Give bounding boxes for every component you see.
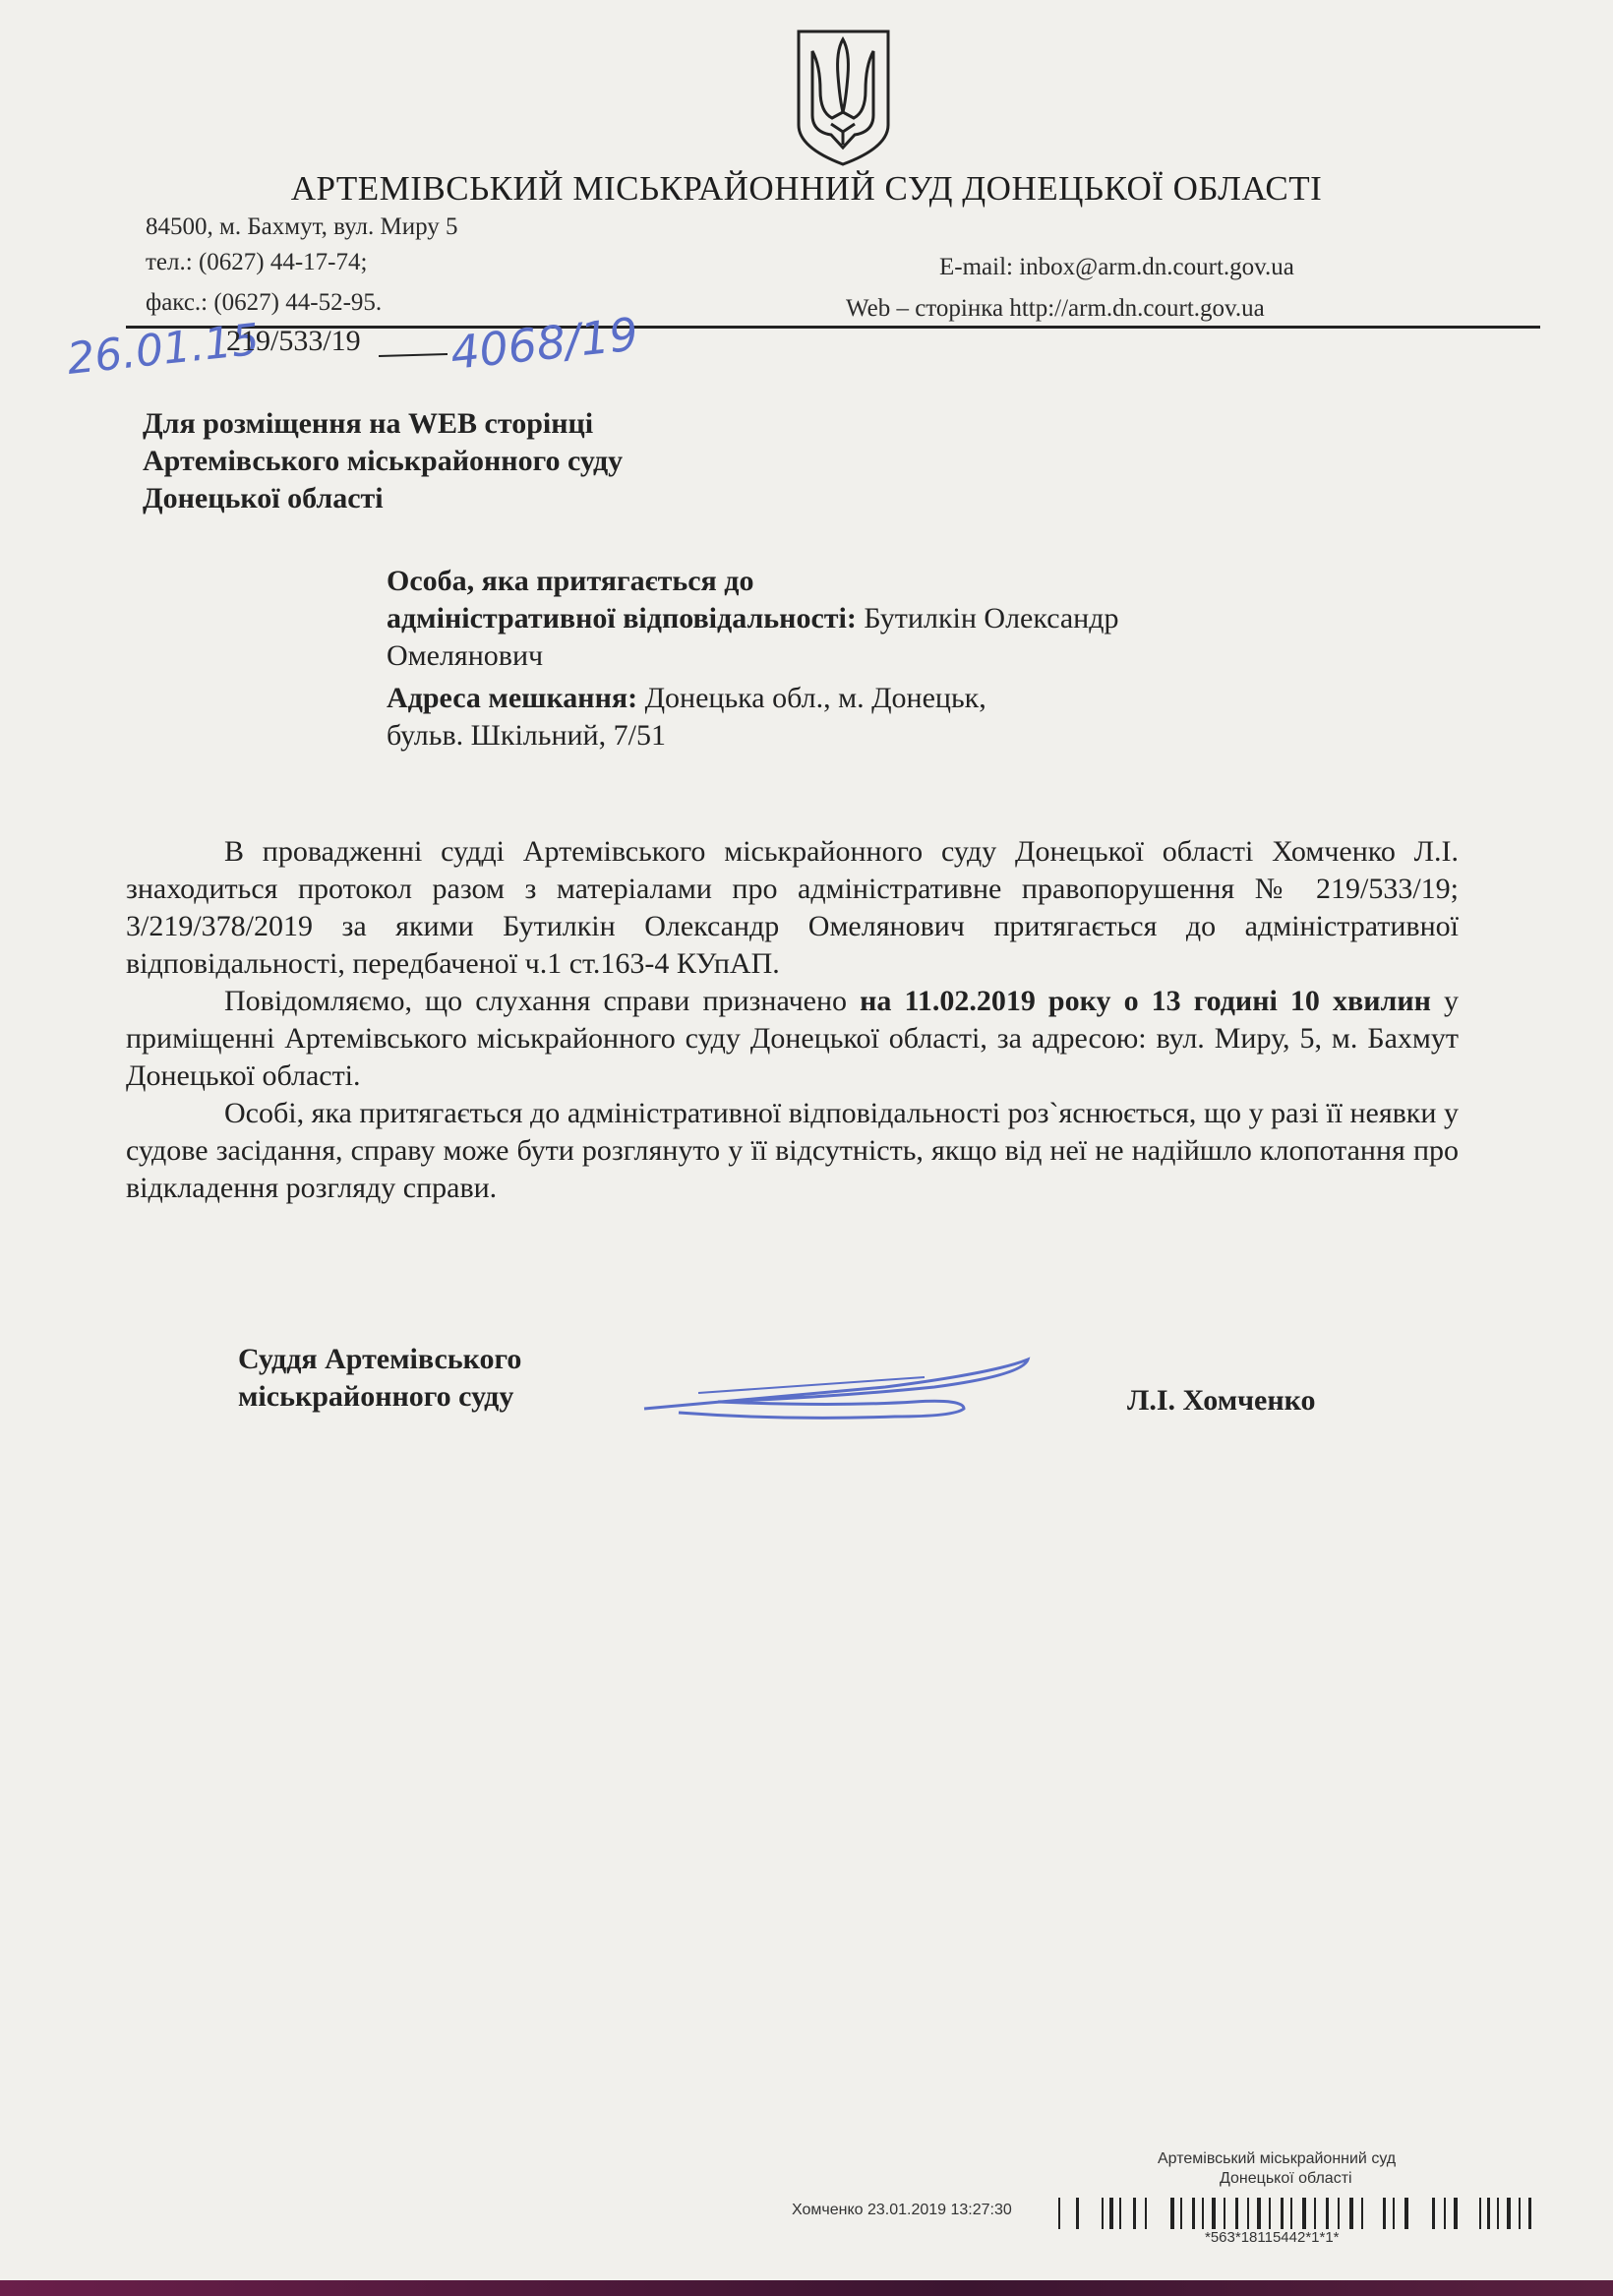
recipient-line-2: Артемівського міськрайонного суду: [143, 445, 624, 477]
body-paragraph-3: Особі, яка притягається до адміністративної відповідальності роз`яснюється, що у разі її неявки у судове засідання, справу може бути розглянуто у її відсутність, якщо від неї не надійшло клопотання про відкладення розгляду справи.: [126, 1097, 1459, 1204]
handwritten-registration: [59, 295, 669, 393]
person-name-line: [387, 600, 1119, 637]
body-paragraph-2: [126, 983, 1459, 1095]
person-address-line: [387, 680, 986, 717]
recipient-line-3: Донецької області: [143, 482, 384, 514]
notice-body: [126, 833, 1459, 1207]
signature-title-2: міськрайонного суду: [238, 1380, 514, 1413]
court-phone: тел.: (0627) 44-17-74;: [146, 249, 368, 275]
person-name-1: Бутилкін Олександр: [864, 602, 1119, 634]
hearing-datetime: на 11.02.2019 року о 13 годині 10 хвилин: [860, 985, 1431, 1017]
court-fax: факс.: (0627) 44-52-95.: [146, 289, 383, 316]
person-address-1: Донецька обл., м. Донецьк,: [644, 682, 986, 714]
stamp-court-line-2: Донецької області: [1220, 2170, 1352, 2187]
handwritten-signature: [639, 1348, 1033, 1426]
body-p2-end: у приміщенні Артемівського міськрайонного суду Донецької області, за адресою: вул. Миру, 5, м. Бахмут Донецької області.: [126, 985, 1459, 1092]
person-name-2: Омелянович: [387, 639, 544, 672]
handwritten-outgoing-number: 4068/19: [448, 307, 641, 380]
handwritten-date: 26.01.15: [64, 314, 263, 385]
court-web: Web – сторінка http://arm.dn.court.gov.ua: [846, 295, 1265, 322]
person-address-label: Адреса мешкання:: [387, 682, 638, 714]
recipient-line-1: Для розміщення на WEB сторінці: [143, 407, 594, 440]
signature-title-1: Суддя Артемівського: [238, 1343, 522, 1375]
case-number: 219/533/19: [226, 325, 361, 357]
person-label-2: адміністративної відповідальності:: [387, 602, 857, 634]
court-address: 84500, м. Бахмут, вул. Миру 5: [146, 213, 458, 240]
person-address-2: бульв. Шкільний, 7/51: [387, 719, 666, 752]
scan-edge: [0, 2280, 1613, 2296]
stamp-registered: Хомченко 23.01.2019 13:27:30: [792, 2202, 1012, 2218]
court-email: E-mail: inbox@arm.dn.court.gov.ua: [939, 254, 1294, 280]
body-paragraph-1: В провадженні судді Артемівського міськрайонного суду Донецької області Хомченко Л.І. знаходиться протокол разом з матеріалами про адміністративне правопорушення № 219/533/19; 3/219/378/2019 за якими Бутилкін Олександр Омелянович притягається до адміністративної відповідальності, передбаченої ч.1 ст.163-4 КУпАП.: [126, 835, 1459, 980]
body-p2-start: Повідомляємо, що слухання справи призначено: [224, 985, 861, 1017]
barcode-text: *563*18115442*1*1*: [1205, 2229, 1340, 2246]
court-name: АРТЕМІВСЬКИЙ МІСЬКРАЙОННИЙ СУД ДОНЕЦЬКОЇ ОБЛАСТІ: [290, 169, 1323, 208]
coat-of-arms-icon: [787, 22, 900, 169]
stamp-court-line-1: Артемівський міськрайонний суд: [1158, 2150, 1397, 2167]
signature-name: Л.І. Хомченко: [1127, 1384, 1316, 1417]
person-label-1: Особа, яка притягається до: [387, 565, 754, 597]
